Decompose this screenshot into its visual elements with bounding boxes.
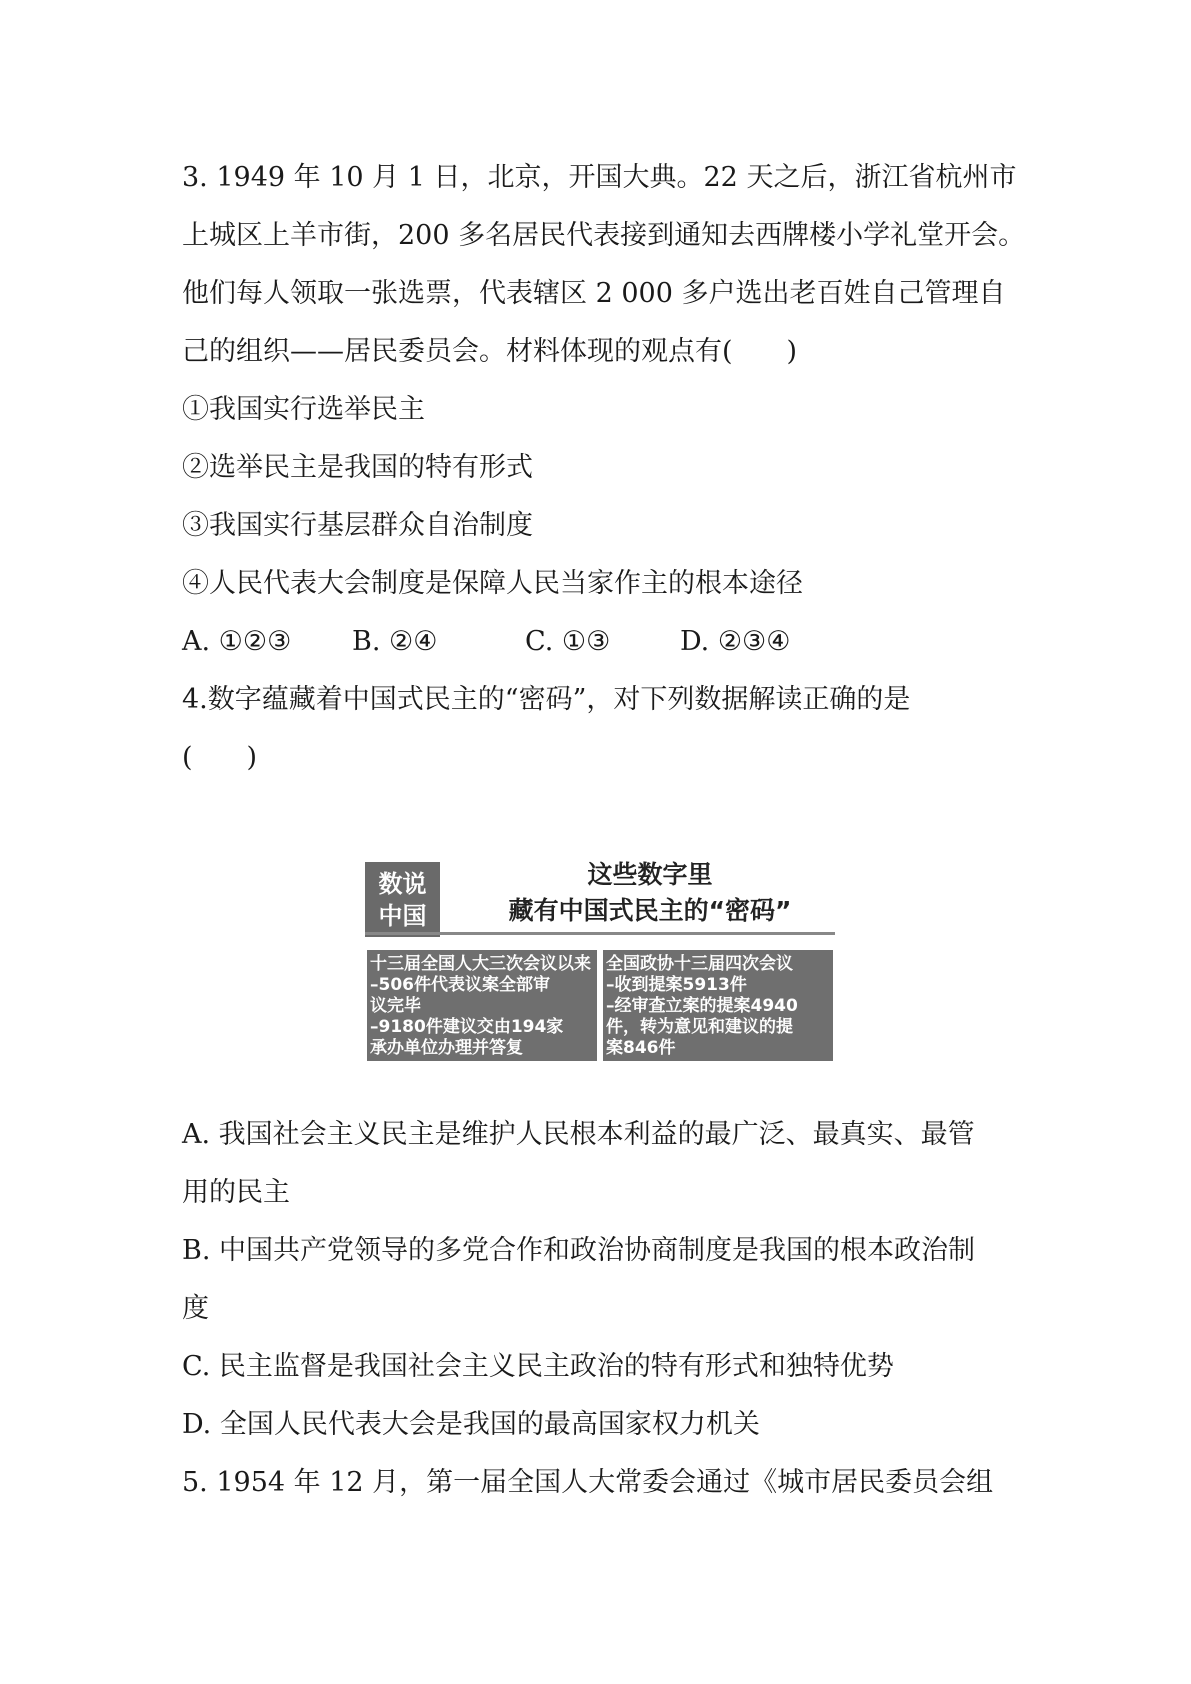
figure-badge-line: 中国 [378,901,427,930]
q3-option-a: A. ①②③ [182,626,292,657]
q4-option-b: B. 中国共产党领导的多党合作和政治协商制度是我国的根本政治制 [182,1235,976,1266]
figure-box-line: –经审查立案的提案4940 [606,996,798,1016]
q3-stem-line: 上城区上羊市街，200 多名居民代表接到通知去西牌楼小学礼堂开会。 [182,220,1026,251]
figure-box-line: 全国政协十三届四次会议 [606,954,793,974]
figure-box-line: 承办单位办理并答复 [370,1038,523,1058]
figure-title-line2: 藏有中国式民主的“密码” [508,896,792,925]
q4-option-a-cont: 用的民主 [182,1177,290,1208]
q3-stem-line: 己的组织——居民委员会。材料体现的观点有( ) [182,336,798,367]
q3-option-c: C. ①③ [525,626,611,657]
q3-option-d: D. ②③④ [680,626,791,657]
figure-badge-line: 数说 [378,869,427,898]
q3-statement: ②选举民主是我国的特有形式 [182,452,533,483]
q4-stem-line: ( ) [182,742,258,773]
figure-box-line: 议完毕 [370,996,421,1016]
figure-title-line1: 这些数字里 [587,860,713,889]
figure-left-box [367,950,597,1061]
figure-divider [365,932,835,935]
q3-option-b: B. ②④ [352,626,438,657]
q4-option-a: A. 我国社会主义民主是维护人民根本利益的最广泛、最真实、最管 [182,1119,975,1150]
figure-box-line: 十三届全国人大三次会议以来 [370,954,591,974]
q4-stem-line: 4.数字蕴藏着中国式民主的“密码”，对下列数据解读正确的是 [182,684,911,715]
q4-option-d: D. 全国人民代表大会是我国的最高国家权力机关 [182,1409,760,1440]
figure-box-line: –9180件建议交由194家 [370,1017,564,1037]
q4-option-c: C. 民主监督是我国社会主义民主政治的特有形式和独特优势 [182,1351,894,1382]
figure-box-line: 案846件 [606,1038,676,1058]
q3-statement: ①我国实行选举民主 [182,394,425,425]
q4-option-b-cont: 度 [182,1293,209,1324]
q3-statement: ④人民代表大会制度是保障人民当家作主的根本途径 [182,568,803,599]
figure-box-line: 件，转为意见和建议的提 [606,1017,793,1037]
q3-stem-line: 3. 1949 年 10 月 1 日，北京，开国大典。22 天之后，浙江省杭州市 [182,162,1017,193]
q3-statement: ③我国实行基层群众自治制度 [182,510,533,541]
figure-right-box [603,950,833,1061]
q3-stem-line: 他们每人领取一张选票，代表辖区 2 000 多户选出老百姓自己管理自 [182,278,1006,309]
figure-box-line: –收到提案5913件 [606,975,747,995]
figure-box-line: –506件代表议案全部审 [370,975,550,995]
q5-stem-line: 5. 1954 年 12 月，第一届全国人大常委会通过《城市居民委员会组 [182,1467,994,1498]
data-figure [365,858,835,1068]
figure-badge [365,862,440,937]
